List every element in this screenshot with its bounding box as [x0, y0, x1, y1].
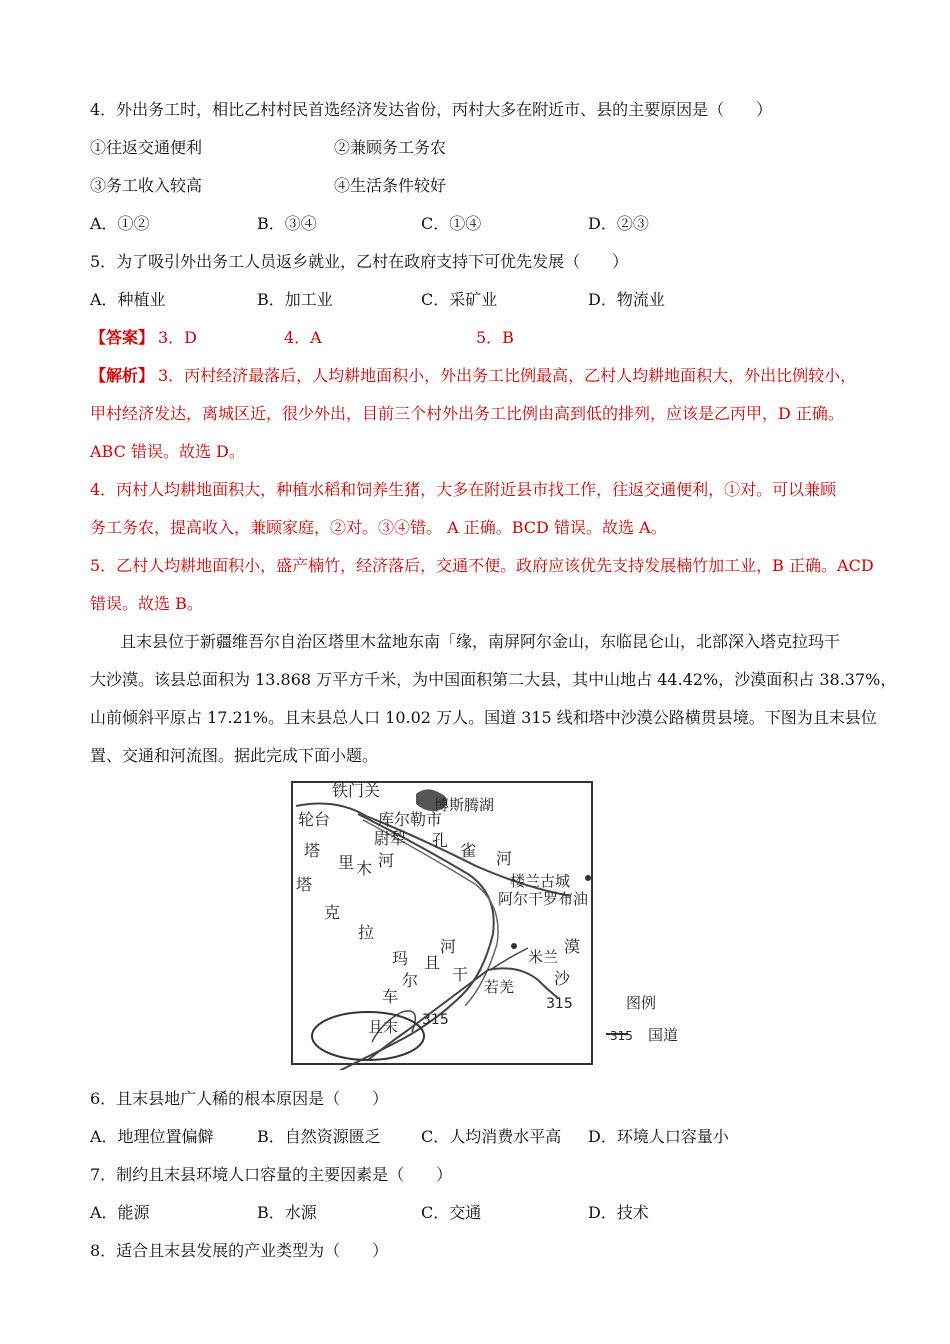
analysis-q3-line2: 甲村经济发达，离城区近，很少外出，目前三个村外出务工比例由高到低的排列，应该是乙丙甲，D 正确。 [90, 404, 844, 423]
label-la: 拉 [358, 923, 375, 942]
legend-code: 315 [610, 1029, 633, 1043]
label-road-315-west: 315 [422, 1012, 449, 1028]
label-qiemo: 且末 [368, 1018, 399, 1036]
q4-option-b: B．③④ [257, 214, 317, 233]
label-yuli: 尉犁 [374, 829, 407, 848]
loulan-dot [585, 875, 591, 881]
q5-option-d: D．物流业 [588, 290, 665, 309]
q4-option-d: D．②③ [588, 214, 649, 233]
label-luntai: 轮台 [298, 810, 331, 829]
analysis-q4-line1: 4．丙村人均耕地面积大，种植水稻和饲养生猪，大多在附近县市找工作，往返交通便利，①对。可以兼顾 [90, 480, 837, 499]
q6-option-d: D．环境人口容量小 [588, 1127, 729, 1146]
milan-dot [511, 943, 517, 949]
analysis-q5-line2: 错误。故选 B。 [90, 594, 203, 613]
answer-3: 3．D [158, 328, 198, 347]
passage-line3: 山前倾斜平原占 17.21%。且末县总人口 10.02 万人。国道 315 线和塔中沙漠公路横贯县境。下图为且末县位 [90, 708, 877, 727]
q6-option-c: C．人均消费水平高 [421, 1127, 562, 1146]
q4-item-3: ③务工收入较高 [90, 176, 203, 195]
label-kong: 孔 [432, 831, 449, 850]
label-river-2: 河 [378, 851, 395, 870]
passage-line1: 且末县位于新疆维吾尔自治区塔里木盆地东南「缘，南屏阿尔金山，东临昆仑山，北部深入塔克拉玛干 [120, 632, 841, 651]
answer-5: 5．B [476, 328, 514, 347]
q7-option-d: D．技术 [588, 1203, 649, 1222]
label-ma: 玛 [392, 949, 409, 968]
analysis-label: 【解析】 [90, 366, 155, 385]
q4-stem: 4．外出务工时，相比乙村村民首选经济发达省份，丙村大多在附近市、县的主要原因是（ ） [90, 100, 773, 119]
label-ta-2: 塔 [296, 875, 313, 894]
label-road-315-east: 315 [546, 996, 573, 1012]
q4-option-c: C．①④ [421, 214, 482, 233]
passage-line2: 大沙漠。该县总面积为 13.868 万平方千米，为中国面积第二大县，其中山地占 44.42%，沙漠面积占 38.37%， [90, 670, 897, 689]
label-ta-1: 塔 [304, 841, 321, 860]
q4-item-1: ①往返交通便利 [90, 138, 203, 157]
answer-4: 4．A [284, 328, 322, 347]
q5-option-a: A．种植业 [90, 290, 166, 309]
label-gan: 干 [452, 965, 469, 984]
q7-option-a: A．能源 [90, 1203, 150, 1222]
q6-option-a: A．地理位置偏僻 [90, 1127, 214, 1146]
passage-line4: 置、交通和河流图。据此完成下面小题。 [90, 746, 379, 765]
label-loulan: 楼兰古城 [510, 872, 571, 890]
q4-option-a: A．①② [90, 214, 150, 233]
label-mo: 漠 [564, 937, 581, 956]
label-river-1: 河 [496, 849, 513, 868]
label-che: 车 [382, 987, 399, 1006]
label-mu: 木 [356, 859, 373, 878]
q5-stem: 5．为了吸引外出务工人员返乡就业，乙村在政府支持下可优先发展（ ） [90, 252, 629, 271]
qiemo-map [288, 780, 694, 1070]
label-li: 里 [338, 853, 355, 872]
analysis-q4-line2: 务工务农，提高收入，兼顾家庭，②对。③④错。 A 正确。BCD 错误。故选 A。 [90, 518, 667, 537]
label-ruoqiang: 若羌 [484, 978, 515, 996]
q7-option-b: B．水源 [257, 1203, 317, 1222]
label-ke: 克 [324, 903, 341, 922]
analysis-q5-line1: 5．乙村人均耕地面积小，盛产楠竹，经济落后，交通不便。政府应该优先支持发展楠竹加工业，B 正确。ACD [90, 556, 874, 575]
answer-label: 【答案】 [90, 328, 155, 347]
label-que: 雀 [460, 841, 477, 860]
q8-stem: 8．适合且末县发展的产业类型为（ ） [90, 1241, 389, 1260]
q7-stem: 7．制约且末县环境人口容量的主要因素是（ ） [90, 1165, 453, 1184]
q5-option-b: B．加工业 [257, 290, 333, 309]
label-er: 尔 [402, 971, 419, 990]
label-tiemenguan: 铁门关 [332, 781, 381, 800]
q5-option-c: C．采矿业 [421, 290, 498, 309]
analysis-q3-line3: ABC 错误。故选 D。 [90, 442, 245, 461]
legend-title: 图例 [626, 994, 657, 1012]
label-qie: 且 [424, 953, 441, 972]
map-svg [288, 780, 694, 1070]
analysis-q3-line1: 3．丙村经济最落后，人均耕地面积小，外出务工比例最高，乙村人均耕地面积大，外出比例较小， [158, 366, 857, 385]
q4-item-2: ②兼顾务工务农 [334, 138, 447, 157]
label-korla: 库尔勒市 [378, 810, 443, 829]
label-aergan: 阿尔干罗布油 [498, 890, 589, 908]
label-milan: 米兰 [528, 948, 559, 966]
legend-label: 国道 [648, 1026, 679, 1044]
label-bosten: 博斯腾湖 [434, 796, 495, 814]
label-sha: 沙 [554, 969, 571, 988]
q6-option-b: B．自然资源匮乏 [257, 1127, 381, 1146]
q6-stem: 6．且末县地广人稀的根本原因是（ ） [90, 1089, 389, 1108]
q4-item-4: ④生活条件较好 [334, 176, 447, 195]
label-river-3: 河 [440, 937, 457, 956]
q7-option-c: C．交通 [421, 1203, 482, 1222]
